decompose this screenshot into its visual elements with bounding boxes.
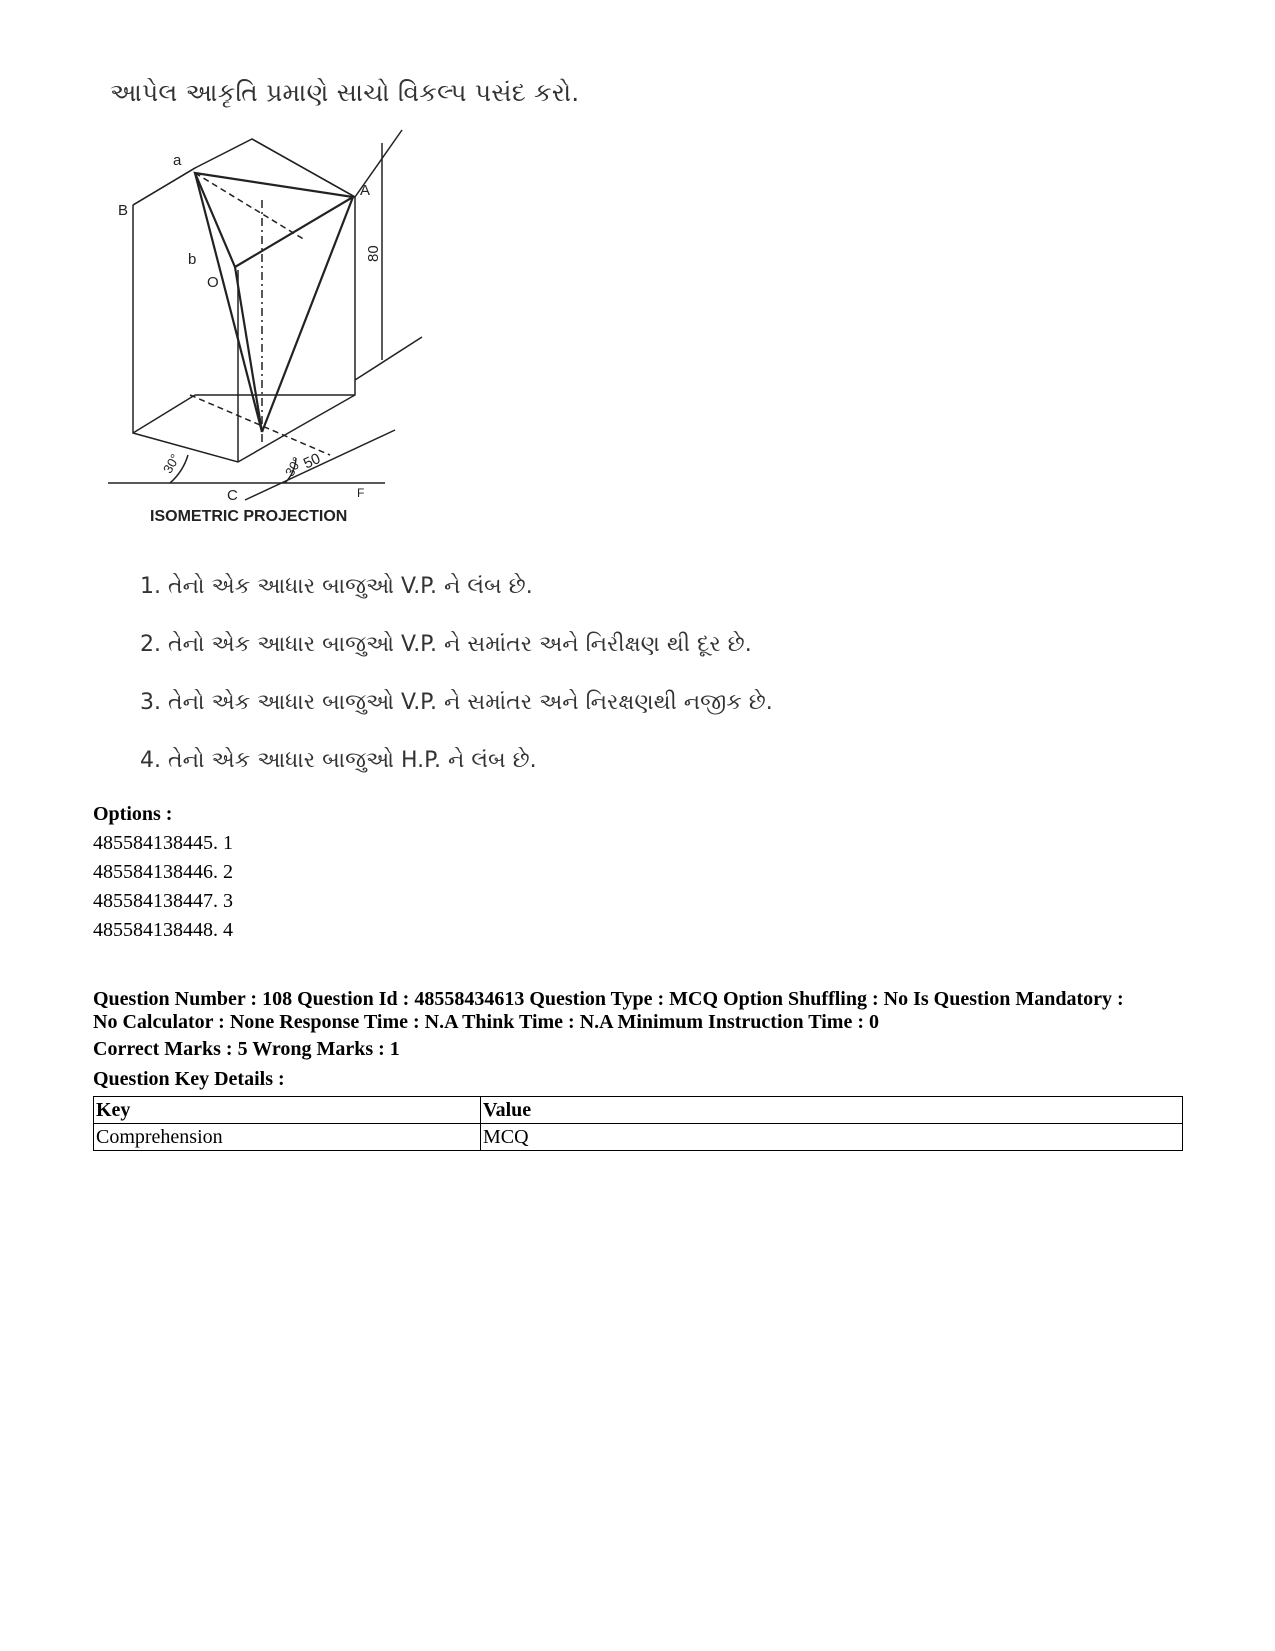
table-cell-value: MCQ <box>481 1124 1183 1151</box>
table-row <box>94 1124 1183 1151</box>
label-b: b <box>188 251 197 268</box>
label-F: F <box>357 486 365 500</box>
label-30-left: 30° <box>159 451 183 476</box>
label-O: O <box>207 274 219 291</box>
question-info-line2: No Calculator : None Response Time : N.A Think Time : N.A Minimum Instruction Time : 0 <box>93 1011 879 1033</box>
isometric-projection-diagram <box>100 125 460 555</box>
options-heading: Options : <box>93 803 173 825</box>
marks-info: Correct Marks : 5 Wrong Marks : 1 <box>93 1038 400 1060</box>
diagram-caption: ISOMETRIC PROJECTION <box>150 508 348 525</box>
prism-outline <box>133 139 355 462</box>
choice-item: 4. તેનો એક આધાર બાજુઓ H.P. ને લંબ છે. <box>140 748 537 773</box>
question-info <box>93 988 1203 1034</box>
prism-edge <box>133 168 195 205</box>
prism-edge <box>133 395 195 433</box>
label-B: B <box>118 202 129 219</box>
pyramid-edge <box>235 267 262 432</box>
label-a: a <box>173 152 182 169</box>
table-cell-key: Comprehension <box>94 1124 481 1151</box>
table-header-value: Value <box>481 1097 1183 1124</box>
label-50: 50 <box>300 450 324 473</box>
options-section <box>93 800 1193 945</box>
option-item: 485584138445. 1 <box>93 832 233 854</box>
option-item: 485584138446. 2 <box>93 861 233 883</box>
key-details-heading: Question Key Details : <box>93 1068 285 1090</box>
key-table <box>93 1096 1183 1151</box>
label-A: A <box>360 182 371 199</box>
question-prompt: આપેલ આકૃતિ પ્રમાણે સાચો વિકલ્પ પસંદ કરો. <box>110 78 580 107</box>
table-header-row <box>94 1097 1183 1124</box>
label-30-right: 30° <box>281 454 305 479</box>
choice-item: 2. તેનો એક આધાર બાજુઓ V.P. ને સમાંતર અને નિરીક્ષણ થી દૂર છે. <box>140 632 752 657</box>
label-C: C <box>227 487 238 504</box>
option-item: 485584138448. 4 <box>93 919 233 941</box>
option-item: 485584138447. 3 <box>93 890 233 912</box>
choice-item: 3. તેનો એક આધાર બાજુઓ V.P. ને સમાંતર અને નિરક્ષણથી નજીક છે. <box>140 690 773 715</box>
choice-item: 1. તેનો એક આધાર બાજુઓ V.P. ને લંબ છે. <box>140 574 533 599</box>
question-info-line1: Question Number : 108 Question Id : 48558434613 Question Type : MCQ Option Shuffling : No Is Question Mandatory : <box>93 988 1124 1010</box>
pyramid-top <box>195 173 353 267</box>
projector-line <box>355 337 422 380</box>
label-80: 80 <box>365 245 382 262</box>
question-choices <box>140 572 773 804</box>
table-header-key: Key <box>94 1097 481 1124</box>
pyramid-edge <box>262 197 353 432</box>
hidden-line <box>195 173 305 240</box>
pyramid-edge <box>195 173 262 432</box>
prism-edge <box>252 139 355 197</box>
